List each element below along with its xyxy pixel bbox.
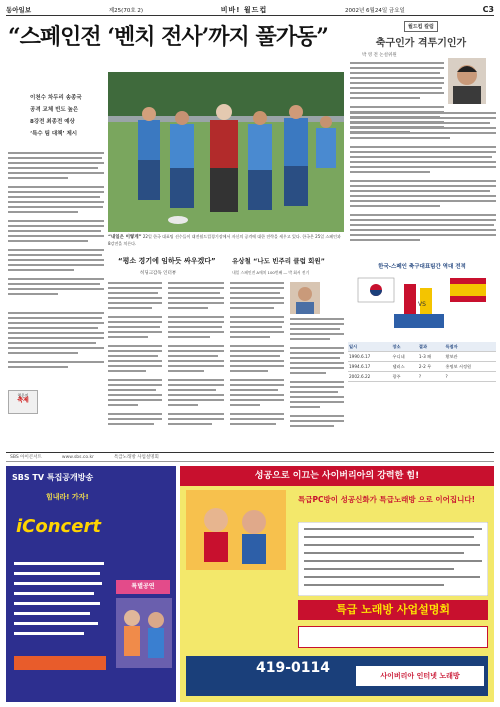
logo-label: 행운의	[17, 393, 29, 398]
subheads	[30, 92, 100, 140]
table-header-cell: 일시	[348, 342, 392, 352]
page-number: C3	[482, 5, 494, 14]
interview-sub: 히딩크감독 인터뷰	[140, 271, 177, 276]
yoo-title: 유상철 “나도 빈주리 클럽 회원”	[232, 257, 325, 265]
table-header-cell: 장소	[392, 342, 418, 352]
flag-graphic	[348, 274, 496, 334]
column-text-lower	[350, 112, 496, 256]
ad-right-image	[186, 490, 286, 570]
subhead: ‘특수 팀 대책’ 제시	[30, 131, 78, 137]
photo-image	[108, 72, 344, 232]
column-heading: 축구인가 격투기인가	[375, 38, 467, 49]
table-cell: 댈러스	[392, 362, 418, 372]
table-cell: 1990.6.17	[348, 352, 392, 362]
team-photo	[108, 72, 344, 232]
ad-left-sub: 힘내라! 가자!	[46, 493, 89, 501]
author-portrait	[448, 58, 486, 104]
ad-right-brand: 사이버리아 인터넷 노래방	[356, 666, 484, 686]
table-cell: ?	[418, 372, 445, 382]
edition: 제25(70호 2)	[108, 7, 144, 14]
table-cell: 1994.6.17	[348, 362, 392, 372]
table-cell: 홍명보 서정원	[444, 362, 496, 372]
ad-right-table	[298, 522, 488, 596]
caption-text: 22일 한국 대표팀 선수들이 대전월드컵경기장에서 자신의 공격에 대한 전략을 세우고 있다. 한국은 25일 스페인과 8강전을 치른다.	[108, 234, 341, 246]
record-table	[348, 342, 496, 382]
ad-strip	[6, 452, 494, 462]
yoo-sub: 내일 스페인전 A매치 100번째 ― 박 회서 전기	[232, 270, 310, 275]
table-row	[348, 352, 496, 362]
ad-left-name: iConcert	[16, 516, 101, 537]
singers-image	[116, 598, 172, 668]
table-cell: 황보관	[444, 352, 496, 362]
concert-ad[interactable]	[6, 466, 176, 702]
article-body	[8, 152, 104, 377]
subhead: 공격 교체 빈도 높은	[30, 107, 79, 113]
seminar-details	[298, 626, 488, 648]
ad-right-seminar: 특급 노래방 사업설명회	[298, 600, 488, 620]
caption-title: “내일은 이렇게”	[108, 235, 142, 240]
section-title: 비바! 월드컵	[220, 5, 268, 14]
ad-left-foot: 특별공연	[116, 580, 170, 594]
table-cell: ?	[444, 372, 496, 382]
text-column	[8, 152, 104, 377]
column-tag: 월드컵 칼럼	[404, 21, 438, 32]
logo-title: 축제	[17, 397, 29, 404]
table-header-cell: 결과	[418, 342, 445, 352]
record-graphic-title: 한국-스페인 축구대표팀간 역대 전적	[378, 264, 466, 270]
svg-text:VS: VS	[418, 301, 426, 308]
portrait-image	[448, 58, 486, 104]
table-cell: 우디네	[392, 352, 418, 362]
yoo-text	[230, 282, 344, 442]
ad-right-sub: 특급PC방이 성공신화가 특급노래방 으로 이어집니다!	[298, 495, 476, 504]
ad-left-top: SBS TV 특집공개방송	[12, 473, 94, 482]
ad-strip-item[interactable]: www.sbs.co.kr	[61, 454, 94, 460]
interview-title: “평소 경기에 임하듯 싸우겠다”	[118, 257, 216, 265]
ad-right-head: 성공으로 이끄는 사이버리아의 강력한 힘!	[180, 466, 494, 486]
ad-right-phone[interactable]: 419-0114	[256, 660, 330, 676]
ad-strip-item: SBS 아이콘서트	[10, 455, 42, 460]
table-cell: 광주	[392, 372, 418, 382]
ad-left-lines	[10, 556, 110, 686]
photo-caption	[108, 234, 344, 246]
interview-text	[108, 282, 224, 442]
ad-right-footer	[186, 656, 488, 696]
table-cell: 1-3 패	[418, 352, 445, 362]
ad-strip-item: 특급노래방 사업설명회	[113, 455, 159, 460]
page-headline: “스페인전 ‘벤치 전사’까지 풀가동”	[8, 24, 328, 50]
issue-date: 2002년 6월24일 금요일	[344, 7, 405, 14]
column-byline: 박 영 전 논설위원	[362, 53, 397, 58]
table-cell: 2-2 무	[418, 362, 445, 372]
noraebang-ad[interactable]	[180, 466, 494, 702]
table-cell: 2002.6.22	[348, 372, 392, 382]
flags-image	[348, 274, 496, 334]
festival-logo	[8, 390, 38, 414]
subhead: 이천수 차두리 송종국	[30, 95, 82, 101]
table-row	[348, 362, 496, 372]
paper-name: 동아일보	[6, 6, 32, 14]
table-header-cell: 득점자	[444, 342, 496, 352]
table-header	[348, 342, 496, 352]
subhead: 8강전 최종전 예상	[30, 119, 75, 125]
masthead	[6, 4, 494, 16]
table-row	[348, 372, 496, 382]
